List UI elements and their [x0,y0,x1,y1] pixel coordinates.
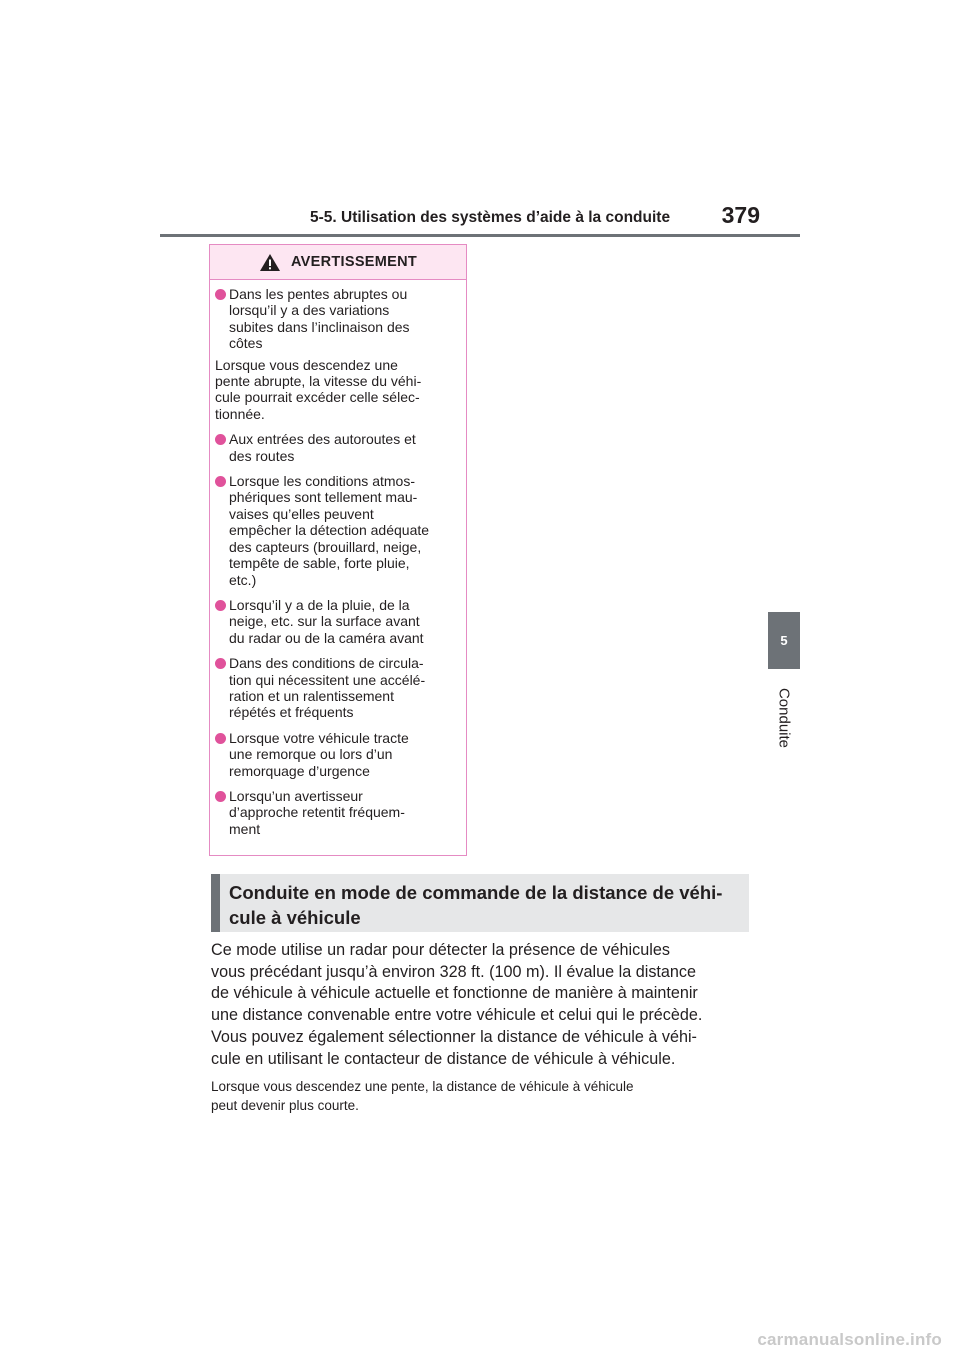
section-note: Lorsque vous descendez une pente, la distance de véhicule à véhicule peut devenir plus courte. [211,1079,634,1113]
bullet-dot-icon [215,600,226,611]
warning-item [215,655,461,721]
warning-triangle-icon [259,253,281,272]
bullet-dot-icon [215,476,226,487]
bullet-dot-icon [215,289,226,300]
warning-box [209,244,467,856]
bullet-dot-icon [215,434,226,445]
warning-item-text: Dans les pentes abruptes ou lorsqu’il y a des variations subites dans l’inclinaison des côtes [229,286,410,352]
warning-item-text: Lorsqu’un avertisseur d’approche retentit fréquem- ment [229,787,405,837]
warning-item-text: Lorsque les conditions atmos- phériques sont tellement mau- vaises qu’elles peuvent empêcher la détection adéquate des capteurs (brouillard, neige, tempête de sable, forte pluie, etc.) [229,473,430,588]
warning-item-text: Lorsque votre véhicule tracte une remorque ou lors d’un remorquage d’urgence [229,729,409,779]
warning-title: AVERTISSEMENT [290,254,418,270]
warning-item [215,730,461,779]
section-title: 5-5. Utilisation des systèmes d’aide à la conduite [310,209,671,226]
bullet-dot-icon [215,733,226,744]
bullet-dot-icon [215,658,226,669]
warning-body [210,280,466,837]
page-number: 379 [721,202,760,228]
watermark: carmanualsonline.info [757,1330,942,1349]
warning-item [215,473,461,588]
section-heading-title: Conduite en mode de commande de la distance de véhi- cule à véhicule [229,882,723,928]
chapter-label: Conduite [775,687,793,749]
warning-item [215,286,461,352]
warning-item [215,788,461,837]
warning-header [210,245,466,280]
warning-item-note: Lorsque vous descendez une pente abrupte, la vitesse du véhi- cule pourrait excéder celle sélec- tionnée. [215,356,422,422]
section-body: Ce mode utilise un radar pour détecter la présence de véhicules vous précédant jusqu’à environ 328 ft. (100 m). Il évalue la distance de véhicule à véhicule actuelle et fonctionne de manière à maintenir une distance convenable entre votre véhicule et celui qui le précède. Vous pouvez également sélectionner la distance de véhicule à véhi- cule en utilisant le contacteur de distance de véhicule à véhicule. [211,941,703,1068]
chapter-tab: 5 [768,612,800,669]
warning-item [215,431,461,464]
warning-item-text: Dans des conditions de circula- tion qui nécessitent une accélé- ration et un ralentissement répétés et fréquents [229,655,426,721]
warning-item-text: Aux entrées des autoroutes et des routes [229,431,416,464]
bullet-dot-icon [215,791,226,802]
section-heading [211,874,749,932]
warning-item-text: Lorsqu’il y a de la pluie, de la neige, etc. sur la surface avant du radar ou de la caméra avant [229,596,424,646]
warning-item [215,597,461,646]
page-header [160,202,800,237]
